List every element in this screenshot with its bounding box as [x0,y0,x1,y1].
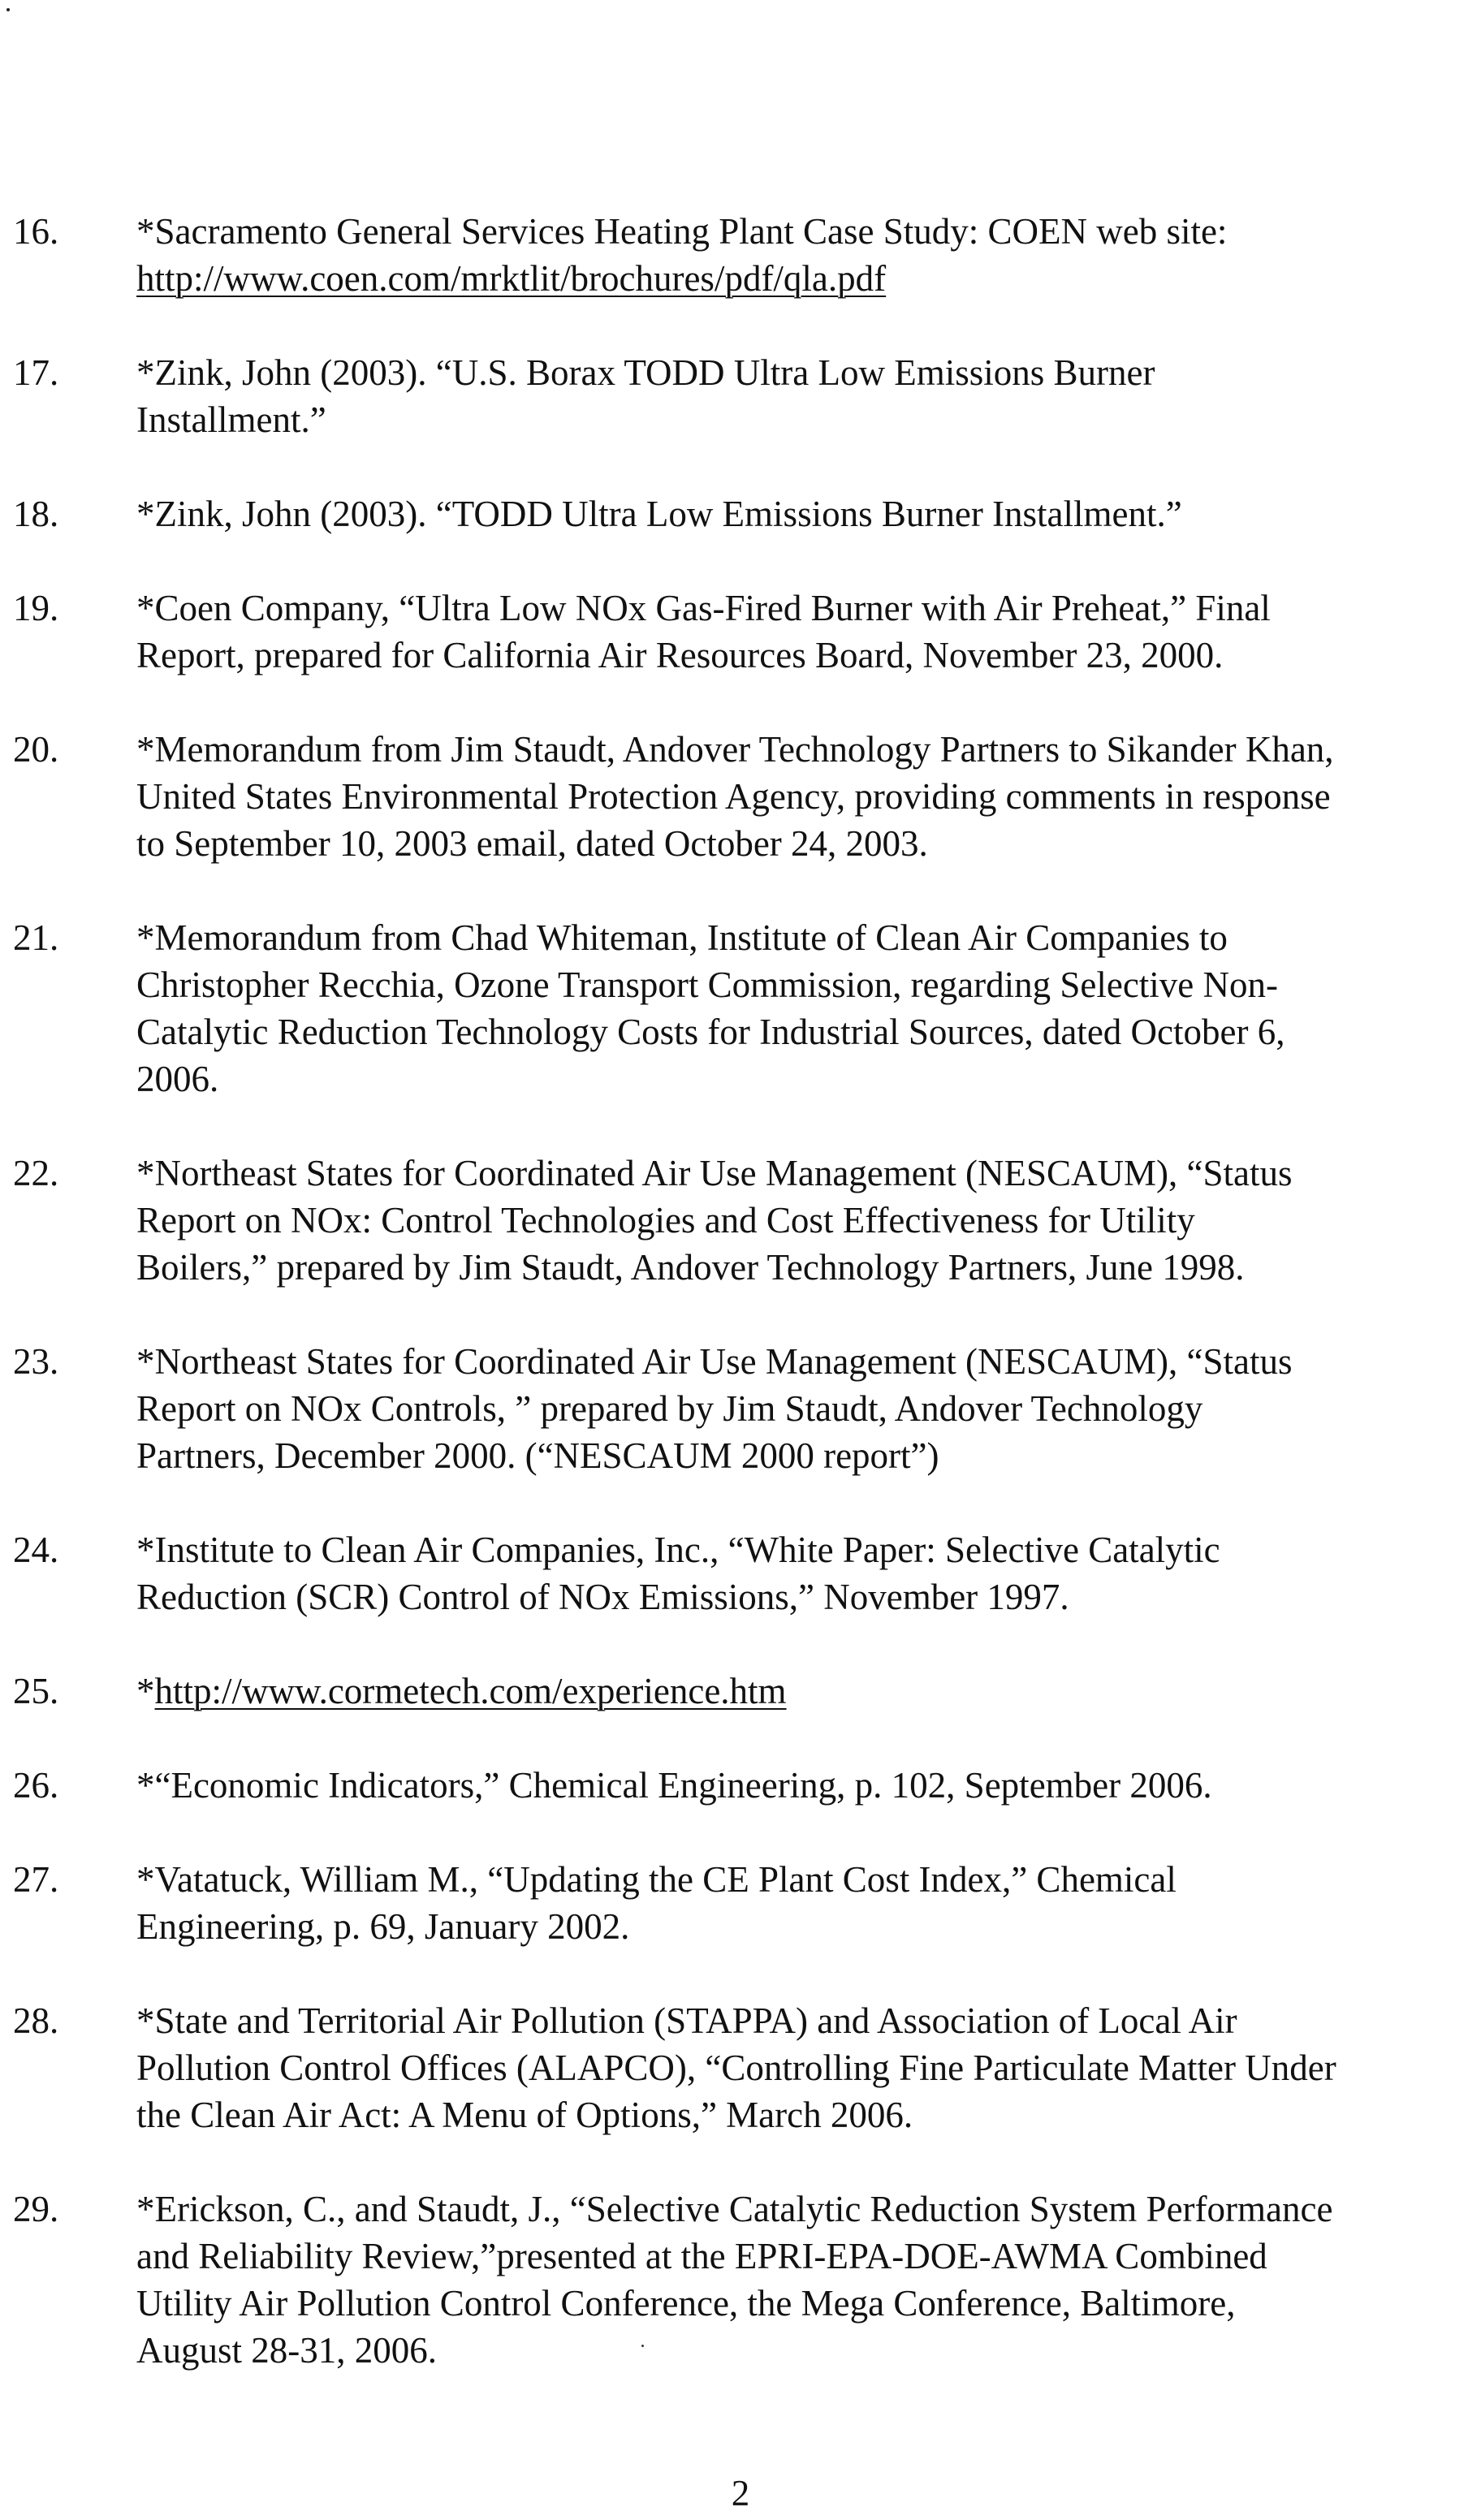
reference-text [136,1668,1481,1715]
reference-number: 22. [13,1153,59,1193]
reference-item-20 [11,726,1481,867]
reference-list [11,208,1481,2421]
reference-link[interactable]: http://www.cormetech.com/experience.htm [154,1671,787,1711]
reference-number: 19. [13,588,59,628]
reference-link[interactable]: http://www.coen.com/mrktlit/brochures/pdf/qla.pdf [136,258,887,299]
reference-item-28 [11,1997,1481,2138]
reference-text: *Memorandum from Chad Whiteman, Institute of Clean Air Companies to Christopher Recchia, Ozone Transport Commission, regarding Selective Non- Catalytic Reduction Technology Costs for Industrial Sources, dated October 6, 2006. [136,917,1285,1099]
reference-text: *State and Territorial Air Pollution (STAPPA) and Association of Local Air Pollution Control Offices (ALAPCO), “Controlling Fine Particulate Matter Under the Clean Air Act: A Menu of Options,” March 2006. [136,2000,1336,2135]
reference-item-17 [11,349,1481,443]
reference-text: *Institute to Clean Air Companies, Inc., “White Paper: Selective Catalytic Reduction (SCR) Control of NOx Emissions,” November 1997. [136,1530,1220,1617]
reference-number: 18. [13,494,59,534]
reference-number: 24. [13,1530,59,1570]
reference-number: 25. [13,1671,59,1711]
reference-number: 28. [13,2000,59,2041]
reference-number: 23. [13,1341,59,1382]
reference-number: 27. [13,1859,59,1900]
reference-item-24 [11,1526,1481,1620]
reference-text: *Zink, John (2003). “TODD Ultra Low Emissions Burner Installment.” [136,494,1182,534]
reference-number: 26. [13,1765,59,1806]
reference-number: 29. [13,2189,59,2229]
reference-item-26 [11,1762,1481,1809]
reference-number: 17. [13,352,59,393]
reference-item-19 [11,585,1481,679]
reference-text: *“Economic Indicators,” Chemical Engineering, p. 102, September 2006. [136,1765,1212,1806]
reference-number: 21. [13,917,59,958]
reference-item-29 [11,2186,1481,2374]
reference-item-22 [11,1150,1481,1291]
reference-number: 16. [13,211,59,252]
reference-text: *Coen Company, “Ultra Low NOx Gas-Fired Burner with Air Preheat,” Final Report, prepared for California Air Resources Board, November 23, 2000. [136,588,1271,675]
reference-item-21 [11,914,1481,1102]
reference-item-25 [11,1668,1481,1715]
page-number: 2 [731,2473,750,2514]
reference-text: *Northeast States for Coordinated Air Use Management (NESCAUM), “Status Report on NOx Controls, ” prepared by Jim Staudt, Andover Technology Partners, December 2000. (“NESCAUM 2000 report”) [136,1341,1293,1476]
reference-text: *Northeast States for Coordinated Air Use Management (NESCAUM), “Status Report on NOx: Control Technologies and Cost Effectiveness for Utility Boilers,” prepared by Jim Staudt, Andover Technology Partners, June 1998. [136,1153,1293,1288]
reference-text: *Zink, John (2003). “U.S. Borax TODD Ultra Low Emissions Burner Installment.” [136,352,1155,440]
reference-number: 20. [13,729,59,770]
reference-item-16 [11,208,1481,302]
reference-item-18 [11,490,1481,537]
reference-text: *Vatatuck, William M., “Updating the CE Plant Cost Index,” Chemical Engineering, p. 69, January 2002. [136,1859,1177,1947]
reference-item-27 [11,1856,1481,1950]
reference-item-23 [11,1338,1481,1479]
reference-text: *Erickson, C., and Staudt, J., “Selective Catalytic Reduction System Performance and Reliability Review,”presented at the EPRI-EPA-DOE-AWMA Combined Utility Air Pollution Control Conference, the Mega Conference, Baltimore, August 28-31, 2006. [136,2189,1333,2371]
reference-text: *Memorandum from Jim Staudt, Andover Technology Partners to Sikander Khan, United States Environmental Protection Agency, providing comments in response to September 10, 2003 email, dated October 24, 2003. [136,729,1334,864]
reference-text-part: * [136,1671,155,1711]
reference-text [136,208,1481,302]
reference-text-part: *Sacramento General Services Heating Plant Case Study: COEN web site: [136,211,1228,252]
scan-speck [6,8,10,11]
scan-speck [641,2345,644,2347]
